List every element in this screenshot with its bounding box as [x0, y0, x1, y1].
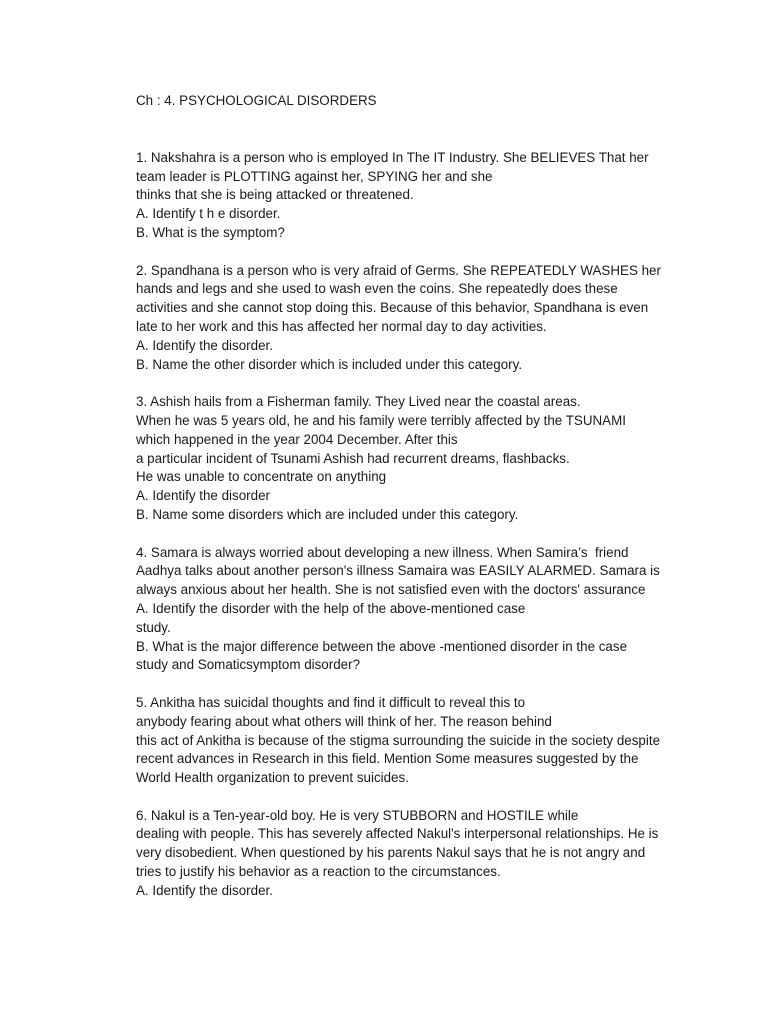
- question-line: He was unable to concentrate on anything: [136, 469, 387, 485]
- question-line: 1. Nakshahra is a person who is employed In The IT Industry. She BELIEVES That her: [136, 149, 649, 165]
- question-line: When he was 5 years old, he and his family were terribly affected by the TSUNAMI: [136, 412, 626, 428]
- question-line: a particular incident of Tsunami Ashish had recurrent dreams, flashbacks.: [136, 450, 570, 466]
- question-line: hands and legs and she used to wash even the coins. She repeatedly does these: [136, 281, 618, 297]
- question-line: study.: [136, 619, 171, 635]
- question-line: B. What is the symptom?: [136, 224, 285, 240]
- question-line: thinks that she is being attacked or threatened.: [136, 187, 414, 203]
- question-1: [136, 149, 708, 243]
- question-line: this act of Ankitha is because of the stigma surrounding the suicide in the society despite: [136, 732, 661, 748]
- question-line: B. Name the other disorder which is included under this category.: [136, 356, 523, 372]
- question-line: B. Name some disorders which are included under this category.: [136, 506, 519, 522]
- question-line: 4. Samara is always worried about developing a new illness. When Samira’s friend: [136, 544, 629, 560]
- question-line: A. Identify the disorder.: [136, 882, 273, 898]
- question-4: [136, 544, 708, 676]
- question-line: always anxious about her health. She is not satisfied even with the doctors' assurance: [136, 582, 646, 598]
- question-6: [136, 807, 708, 901]
- question-line: 2. Spandhana is a person who is very afraid of Germs. She REPEATEDLY WASHES her: [136, 262, 661, 278]
- question-line: recent advances in Research in this field. Mention Some measures suggested by the: [136, 751, 639, 767]
- question-5: [136, 694, 708, 788]
- question-line: dealing with people. This has severely affected Nakul's interpersonal relationships. He is: [136, 826, 659, 842]
- question-line: very disobedient. When questioned by his parents Nakul says that he is not angry and: [136, 845, 646, 861]
- question-line: tries to justify his behavior as a reaction to the circumstances.: [136, 864, 501, 880]
- question-line: A. Identify t h e disorder.: [136, 206, 281, 222]
- question-2: [136, 262, 708, 375]
- question-line: 6. Nakul is a Ten-year-old boy. He is very STUBBORN and HOSTILE while: [136, 807, 579, 823]
- question-line: A. Identify the disorder: [136, 488, 270, 504]
- question-line: Aadhya talks about another person's illness Samaira was EASILY ALARMED. Samara is: [136, 563, 660, 579]
- question-line: A. Identify the disorder with the help of the above-mentioned case: [136, 600, 526, 616]
- question-line: 3. Ashish hails from a Fisherman family. They Lived near the coastal areas.: [136, 394, 581, 410]
- question-line: activities and she cannot stop doing this. Because of this behavior, Spandhana is even: [136, 300, 649, 316]
- question-line: B. What is the major difference between the above -mentioned disorder in the case: [136, 638, 628, 654]
- chapter-title: Ch : 4. PSYCHOLOGICAL DISORDERS: [136, 93, 377, 108]
- question-line: late to her work and this has affected her normal day to day activities.: [136, 318, 547, 334]
- question-line: anybody fearing about what others will think of her. The reason behind: [136, 713, 552, 729]
- question-line: A. Identify the disorder.: [136, 337, 273, 353]
- question-3: [136, 393, 708, 525]
- question-line: which happened in the year 2004 December. After this: [136, 431, 458, 447]
- question-line: 5. Ankitha has suicidal thoughts and find it difficult to reveal this to: [136, 694, 526, 710]
- question-line: study and Somaticsymptom disorder?: [136, 657, 361, 673]
- question-line: World Health organization to prevent suicides.: [136, 770, 409, 786]
- question-line: team leader is PLOTTING against her, SPYING her and she: [136, 168, 493, 184]
